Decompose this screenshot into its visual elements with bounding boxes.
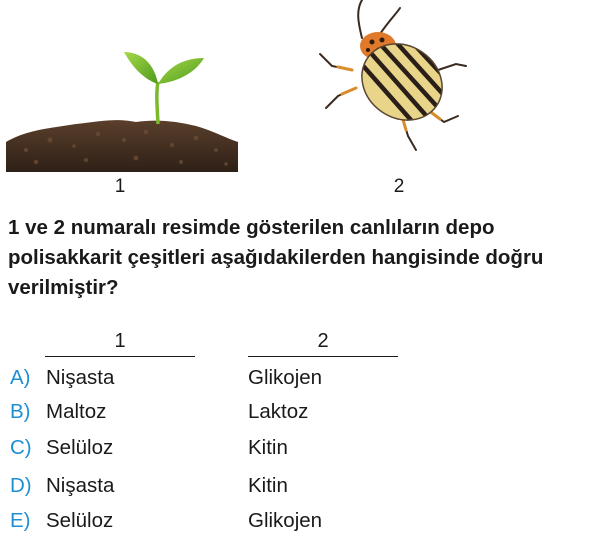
option-col2-value: Glikojen	[248, 366, 323, 389]
option-col1-value: Selüloz	[46, 436, 114, 459]
plant-image	[6, 0, 238, 172]
option-letter: A)	[10, 366, 31, 389]
option-col1-value: Nişasta	[46, 366, 115, 389]
option-col2-value: Glikojen	[248, 509, 323, 532]
option-letter: D)	[10, 474, 32, 497]
option-letter: B)	[10, 400, 31, 423]
column-1-header: 1	[114, 330, 126, 352]
option-a[interactable]	[10, 366, 590, 396]
column-2-rule	[248, 356, 398, 357]
beetle-icon	[318, 0, 468, 172]
option-b[interactable]	[10, 400, 590, 430]
option-e[interactable]	[10, 509, 590, 539]
option-col1-value: Maltoz	[46, 400, 107, 423]
option-col2-value: Laktoz	[248, 400, 309, 423]
plant-sprout-icon	[6, 0, 238, 172]
option-d[interactable]	[10, 474, 590, 504]
option-col2-value: Kitin	[248, 436, 288, 459]
option-col1-value: Nişasta	[46, 474, 115, 497]
beetle-image	[318, 0, 468, 172]
option-letter: C)	[10, 436, 32, 459]
option-c[interactable]	[10, 436, 590, 466]
column-1-rule	[45, 356, 195, 357]
question-text: 1 ve 2 numaralı resimde gösterilen canlıların depo polisakkarit çeşitleri aşağıdakilerden hangisinde doğru verilmiştir?	[8, 216, 544, 299]
option-col1-value: Selüloz	[46, 509, 114, 532]
option-col2-value: Kitin	[248, 474, 288, 497]
figure-1-label: 1	[114, 176, 126, 197]
figure-2-label: 2	[393, 176, 405, 197]
column-2-header: 2	[317, 330, 329, 352]
option-letter: E)	[10, 509, 31, 532]
